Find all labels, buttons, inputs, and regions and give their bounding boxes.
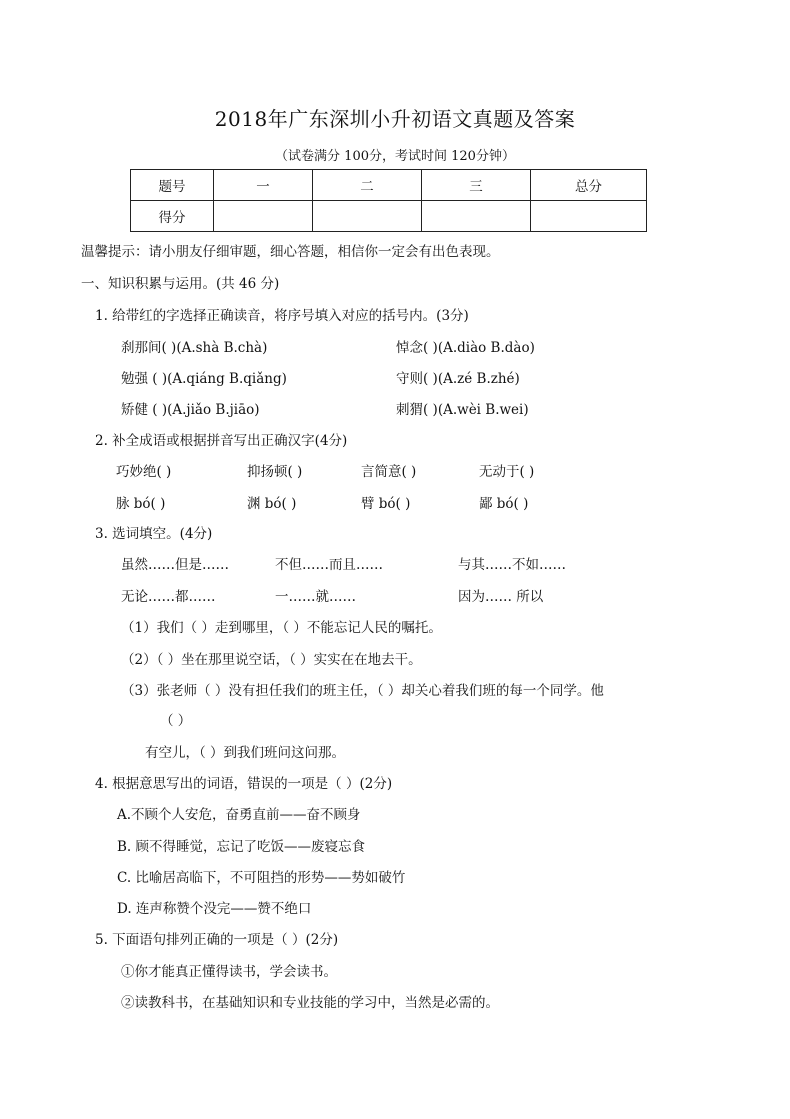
q3-sentence: （ ） <box>160 713 192 729</box>
score-table-header: 题号 <box>131 170 214 201</box>
score-cell[interactable] <box>422 201 531 232</box>
q3-word-option: 无论……都…… <box>121 589 216 605</box>
q2-pinyin-item: 臂 bó( ) <box>361 496 411 512</box>
score-table-header-row <box>131 170 647 201</box>
q4-option: A.不顾个人安危，奋勇直前——奋不顾身 <box>117 807 361 823</box>
q5-line: ①你才能真正懂得读书，学会读书。 <box>121 964 337 980</box>
q3-word-option: 一……就…… <box>275 589 356 605</box>
q2-idiom-item: 言简意( ) <box>361 464 417 480</box>
q1-item: 刺猬( )(A.wèi B.wei) <box>396 402 529 418</box>
tip-text: 温馨提示：请小朋友仔细审题，细心答题，相信你一定会有出色表现。 <box>81 244 500 260</box>
score-table-header: 三 <box>422 170 531 201</box>
q2-pinyin-item: 鄙 bó( ) <box>479 496 529 512</box>
score-table <box>130 169 647 232</box>
question-2-prompt: 2. 补全成语或根据拼音写出正确汉字(4分) <box>95 433 348 449</box>
q1-item: 守则( )(A.zé B.zhé) <box>396 371 520 387</box>
question-4-prompt: 4. 根据意思写出的词语，错误的一项是（ ）(2分) <box>95 776 393 792</box>
q5-line: ②读教科书，在基础知识和专业技能的学习中，当然是必需的。 <box>121 995 499 1011</box>
section-heading: 一、知识积累与运用。(共 46 分) <box>81 276 280 292</box>
question-5-prompt: 5. 下面语句排列正确的一项是（ ）(2分) <box>95 932 339 948</box>
q3-word-option: 不但……而且…… <box>275 557 383 573</box>
score-table-score-row <box>131 201 647 232</box>
q4-option: C. 比喻居高临下，不可阻挡的形势——势如破竹 <box>117 870 406 886</box>
q2-idiom-item: 无动于( ) <box>479 464 535 480</box>
q1-item: 刹那间( )(A.shà B.chà) <box>121 340 268 356</box>
q3-word-option: 因为…… 所以 <box>458 589 544 605</box>
exam-subtitle: （试卷满分 100分，考试时间 120分钟） <box>275 149 515 164</box>
q3-word-option: 虽然……但是…… <box>121 557 229 573</box>
q2-idiom-item: 巧妙绝( ) <box>116 464 172 480</box>
q4-option: D. 连声称赞个没完——赞不绝口 <box>117 901 312 917</box>
q1-item: 矫健 ( )(A.jiǎo B.jiāo) <box>121 402 260 418</box>
score-cell[interactable] <box>313 201 422 232</box>
q1-item: 悼念( )(A.diào B.dào) <box>396 340 535 356</box>
q3-sentence: 有空儿，（ ）到我们班问这问那。 <box>145 745 346 761</box>
q3-word-option: 与其……不如…… <box>458 557 566 573</box>
score-row-label: 得分 <box>131 201 214 232</box>
score-table-header: 总分 <box>531 170 647 201</box>
page-title: 2018年广东深圳小升初语文真题及答案 <box>214 107 576 131</box>
score-table-header: 二 <box>313 170 422 201</box>
question-3-prompt: 3. 选词填空。(4分) <box>95 526 213 542</box>
q3-sentence: （3）张老师（ ）没有担任我们的班主任，（ ）却关心着我们班的每一个同学。他 <box>121 683 604 699</box>
score-table-header: 一 <box>214 170 313 201</box>
q2-pinyin-item: 脉 bó( ) <box>116 496 166 512</box>
q1-item: 勉强 ( )(A.qiáng B.qiǎng) <box>121 371 287 387</box>
q3-sentence: （1）我们（ ）走到哪里，（ ）不能忘记人民的嘱托。 <box>121 620 442 636</box>
q3-sentence: （2）（ ）坐在那里说空话，（ ）实实在在地去干。 <box>121 652 422 668</box>
question-1-prompt: 1. 给带红的字选择正确读音，将序号填入对应的括号内。(3分) <box>95 308 469 324</box>
q2-idiom-item: 抑扬顿( ) <box>247 464 303 480</box>
q4-option: B. 顾不得睡觉，忘记了吃饭——废寝忘食 <box>117 839 366 855</box>
q2-pinyin-item: 渊 bó( ) <box>247 496 297 512</box>
score-cell[interactable] <box>531 201 647 232</box>
score-cell[interactable] <box>214 201 313 232</box>
